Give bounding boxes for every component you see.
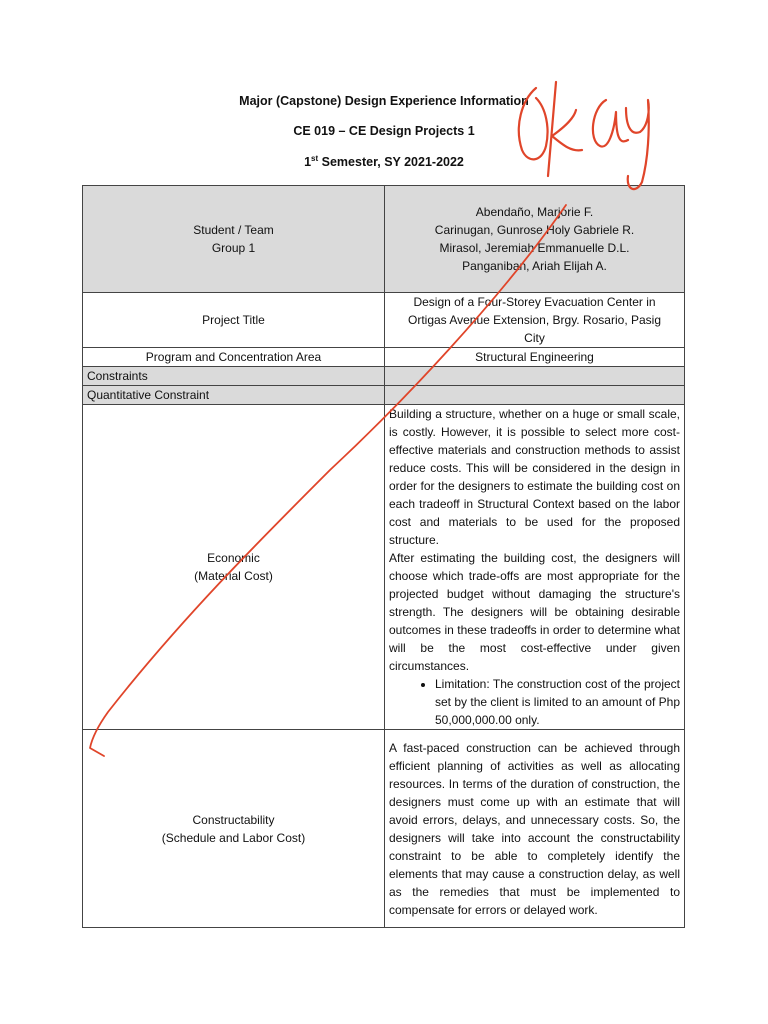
constraints-label: Constraints — [83, 367, 385, 386]
semester-ordinal: st — [311, 154, 319, 163]
quantitative-row — [83, 386, 685, 405]
program-row — [83, 348, 685, 367]
project-title-line: Ortigas Avenue Extension, Brgy. Rosario, Pasig — [407, 313, 662, 327]
semester-line — [0, 154, 768, 169]
document-title: Major (Capstone) Design Experience Information — [239, 94, 529, 108]
semester-rest: Semester, SY 2021-2022 — [318, 155, 464, 170]
constructability-row — [83, 730, 685, 928]
constraints-empty-cell — [385, 367, 685, 386]
group-label: Group 1 — [211, 241, 256, 255]
economic-label — [83, 405, 385, 730]
team-member: Panganiban, Ariah Elijah A. — [462, 259, 607, 273]
team-member: Carinugan, Gunrose Holy Gabriele R. — [434, 223, 635, 237]
economic-row — [83, 405, 685, 730]
constructability-title: Constructability — [192, 812, 275, 827]
constructability-description: A fast-paced construction can be achieved through efficient planning of activities as well as allocating resources. In terms of the duration of construction, the designers must come up with an estimate that will avoid errors, delays, and unnecessary costs. So, the designers will take into account the constructability constraint to be able to completely identify the elements that may cause a construction delay, as well as the remedies that must be implemented to compensate for errors or delayed work. — [385, 730, 685, 928]
team-member: Abendaño, Marjorie F. — [475, 205, 594, 219]
program-value: Structural Engineering — [385, 348, 685, 367]
project-title-label: Project Title — [83, 293, 385, 348]
student-team-row — [83, 186, 685, 293]
project-title-line: Design of a Four-Storey Evacuation Center in — [413, 295, 656, 309]
project-title-line: City — [524, 331, 545, 345]
quantitative-label: Quantitative Constraint — [83, 386, 385, 405]
constraints-row — [83, 367, 685, 386]
limitation-list — [389, 675, 680, 729]
program-label: Program and Concentration Area — [83, 348, 385, 367]
design-info-table — [82, 185, 685, 928]
economic-title: Economic — [207, 551, 260, 565]
economic-subtitle: (Material Cost) — [194, 569, 273, 583]
economic-paragraph: Building a structure, whether on a huge or small scale, is costly. However, it is possible to select more cost-effective materials and construction methods to assist reduce costs. This will be considered in the design in order for the designers to estimate the building cost on each tradeoff in Structural Context based on the labor cost and materials to be used for the proposed structure. — [389, 407, 680, 547]
economic-description — [385, 405, 685, 730]
limitation-item: • Limitation: The construction cost of the project set by the client is limited to an amount of Php 50,000,000.00 only. — [435, 675, 680, 729]
course-title: CE 019 – CE Design Projects 1 — [293, 124, 475, 138]
project-title-value — [385, 293, 685, 348]
team-members-cell — [385, 186, 685, 293]
constructability-subtitle: (Schedule and Labor Cost) — [161, 830, 306, 845]
student-team-label-line: Student / Team — [193, 223, 274, 237]
economic-paragraph: After estimating the building cost, the designers will choose which trade-offs are most appropriate for the projected budget without damaging the structure's strength. The designers will be obtaining desirable outcomes in these tradeoffs in order to determine what will be the most cost-effective under given circumstances. — [389, 551, 680, 673]
semester-number: 1 — [304, 155, 312, 170]
team-member: Mirasol, Jeremiah Emmanuelle D.L. — [439, 241, 630, 255]
student-team-label — [83, 186, 385, 293]
constructability-label — [83, 730, 385, 928]
quantitative-empty-cell — [385, 386, 685, 405]
project-title-row — [83, 293, 685, 348]
